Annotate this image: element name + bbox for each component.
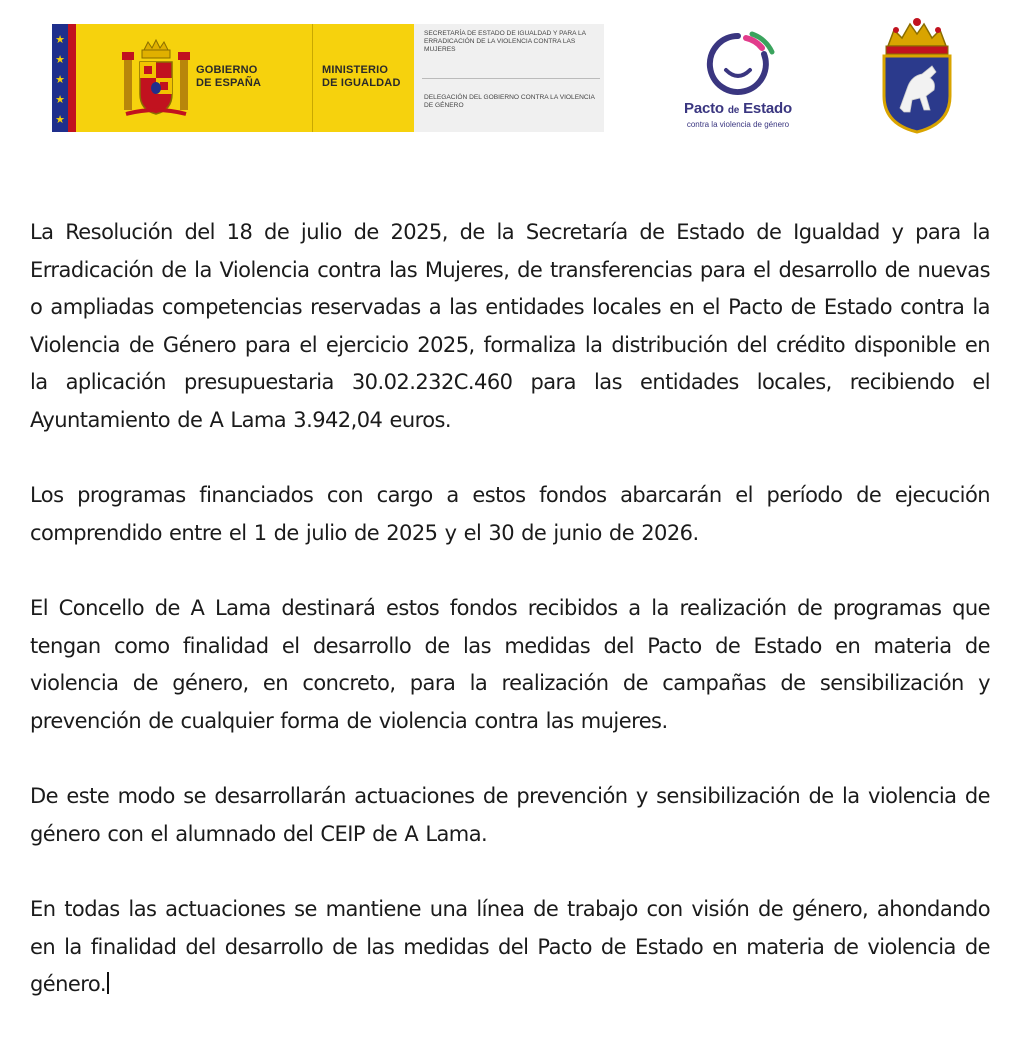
star-icon: ★ xyxy=(55,94,65,106)
pacto-de-word: de xyxy=(727,105,740,116)
spain-coat-of-arms-icon xyxy=(118,36,194,122)
government-logo xyxy=(52,24,604,132)
star-icon: ★ xyxy=(55,34,65,46)
paragraph-periodo: Los programas financiados con cargo a estos fondos abarcarán el período de ejecución comprendido entre el 1 de julio de 2025 y el 30 de junio de 2026. xyxy=(30,483,990,545)
secretaria-text: SECRETARÍA DE ESTADO DE IGUALDAD Y PARA LA ERRADICACIÓN DE LA VIOLENCIA CONTRA LAS MUJERES xyxy=(424,30,586,53)
document-body xyxy=(30,214,990,1042)
pacto-de-estado-logo xyxy=(668,30,808,134)
paragraph-resolucion: La Resolución del 18 de julio de 2025, de la Secretaría de Estado de Igualdad y para la Erradicación de la Violencia contra las Mujeres, de transferencias para el desarrollo de nuevas o ampliadas competencias reservadas a las entidades locales en el Pacto de Estado contra la Violencia de Género para el ejercicio 2025, formaliza la distribución del crédito disponible en la aplicación presupuestaria 30.02.232C.460 para las entidades locales, recibiendo el Ayuntamiento de A Lama 3.942,04 euros. xyxy=(30,220,990,432)
star-icon: ★ xyxy=(55,74,65,86)
paragraph-linea-trabajo-text: En todas las actuaciones se mantiene una línea de trabajo con visión de género, ahondando en la finalidad del desarrollo de las medidas del Pacto de Estado en materia de violencia de género. xyxy=(30,897,990,996)
delegacion-text: DELEGACIÓN DEL GOBIERNO CONTRA LA VIOLENCIA DE GÉNERO xyxy=(424,94,595,109)
paragraph-linea-trabajo[interactable] xyxy=(30,891,990,1004)
paragraph-concello: El Concello de A Lama destinará estos fondos recibidos a la realización de programas que tengan como finalidad el desarrollo de las medidas del Pacto de Estado en materia de violencia de género, en concreto, para la realización de campañas de sensibilización y prevención de cualquier forma de violencia contra las mujeres. xyxy=(30,596,990,733)
secretaria-block xyxy=(414,24,604,132)
gobierno-de-espana-label xyxy=(196,64,261,90)
pacto-smile-logo-icon xyxy=(696,30,780,98)
eu-flag-strip xyxy=(52,24,68,132)
text-cursor xyxy=(107,972,109,994)
pacto-title xyxy=(676,100,800,117)
municipal-shield-icon xyxy=(874,16,960,134)
ministerio-line-1: MINISTERIO xyxy=(322,64,389,76)
star-icon: ★ xyxy=(55,114,65,126)
logo-divider xyxy=(312,24,313,132)
document-header xyxy=(0,0,1011,150)
gobierno-line-1: GOBIERNO xyxy=(196,64,258,76)
ministerio-line-2: DE IGUALDAD xyxy=(322,77,401,89)
pacto-word: Pacto xyxy=(684,100,724,117)
paragraph-actuaciones: De este modo se desarrollarán actuaciones de prevención y sensibilización de la violencia de género con el alumnado del CEIP de A Lama. xyxy=(30,784,990,846)
flag-red-stripe xyxy=(68,24,76,132)
pacto-subtitle: contra la violencia de género xyxy=(686,120,790,129)
secretaria-divider xyxy=(422,78,600,79)
star-icon: ★ xyxy=(55,54,65,66)
ministerio-label xyxy=(322,64,401,90)
government-yellow-block xyxy=(76,24,414,132)
gobierno-line-2: DE ESPAÑA xyxy=(196,77,262,89)
pacto-estado-word: Estado xyxy=(743,100,792,117)
